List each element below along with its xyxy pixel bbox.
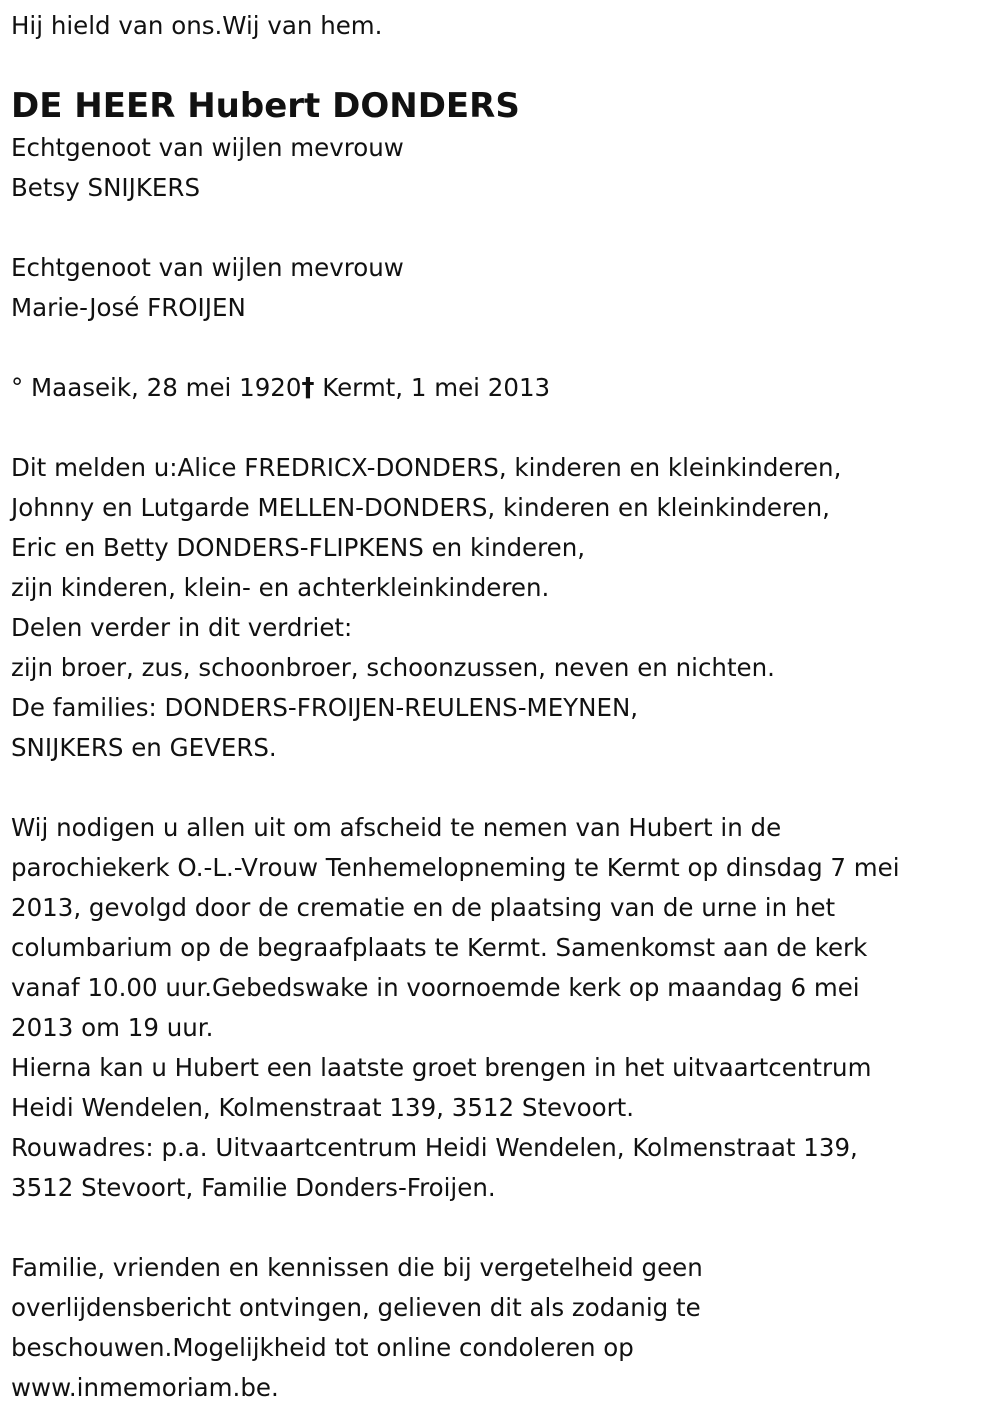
closing-line: Familie, vrienden en kennissen die bij vergetelheid geen bbox=[11, 1253, 703, 1282]
closing-line: www.inmemoriam.be. bbox=[11, 1373, 279, 1402]
spacer bbox=[11, 408, 996, 448]
announcement-line: SNIJKERS en GEVERS. bbox=[11, 733, 277, 762]
invitation-line: 2013, gevolgd door de crematie en de plaatsing van de urne in het bbox=[11, 893, 836, 922]
dates-line bbox=[11, 368, 996, 408]
invitation-line: vanaf 10.00 uur.Gebedswake in voornoemde kerk op maandag 6 mei bbox=[11, 973, 860, 1002]
spacer bbox=[11, 328, 996, 368]
announcement-line: De families: DONDERS-FROIJEN-REULENS-MEYNEN, bbox=[11, 693, 639, 722]
cross-icon: † bbox=[301, 373, 315, 403]
spacer bbox=[11, 208, 996, 248]
invitation-line: columbarium op de begraafplaats te Kermt. Samenkomst aan de kerk bbox=[11, 933, 868, 962]
deceased-name: DE HEER Hubert DONDERS bbox=[11, 86, 520, 126]
invitation-line: 2013 om 19 uur. bbox=[11, 1013, 214, 1042]
announcement-line: Eric en Betty DONDERS-FLIPKENS en kinderen, bbox=[11, 533, 586, 562]
spouse2-line2: Marie-José FROIJEN bbox=[11, 293, 246, 322]
spouse1-line1: Echtgenoot van wijlen mevrouw bbox=[11, 133, 404, 162]
announcement-line: Delen verder in dit verdriet: bbox=[11, 613, 353, 642]
invitation-line: Rouwadres: p.a. Uitvaartcentrum Heidi Wendelen, Kolmenstraat 139, bbox=[11, 1133, 858, 1162]
spacer bbox=[11, 768, 996, 808]
opening-line: Hij hield van ons.Wij van hem. bbox=[11, 11, 383, 40]
invitation-line: Heidi Wendelen, Kolmenstraat 139, 3512 Stevoort. bbox=[11, 1093, 635, 1122]
closing-line: overlijdensbericht ontvingen, gelieven dit als zodanig te bbox=[11, 1293, 701, 1322]
invitation-line: parochiekerk O.-L.-Vrouw Tenhemelopneming te Kermt op dinsdag 7 mei bbox=[11, 853, 900, 882]
spacer bbox=[11, 1208, 996, 1248]
invitation-line: Hierna kan u Hubert een laatste groet brengen in het uitvaartcentrum bbox=[11, 1053, 872, 1082]
announcement-line: zijn broer, zus, schoonbroer, schoonzussen, neven en nichten. bbox=[11, 653, 775, 682]
death-date: Kermt, 1 mei 2013 bbox=[314, 373, 551, 402]
invitation-line: 3512 Stevoort, Familie Donders-Froijen. bbox=[11, 1173, 496, 1202]
spouse2-line1: Echtgenoot van wijlen mevrouw bbox=[11, 253, 404, 282]
obituary-notice bbox=[11, 6, 996, 1408]
spouse1-line2: Betsy SNIJKERS bbox=[11, 173, 200, 202]
announcement-line: Dit melden u:Alice FREDRICX-DONDERS, kinderen en kleinkinderen, bbox=[11, 453, 842, 482]
announcement-line: Johnny en Lutgarde MELLEN-DONDERS, kinderen en kleinkinderen, bbox=[11, 493, 830, 522]
invitation-line: Wij nodigen u allen uit om afscheid te nemen van Hubert in de bbox=[11, 813, 782, 842]
closing-line: beschouwen.Mogelijkheid tot online condoleren op bbox=[11, 1333, 634, 1362]
birth-date: ° Maaseik, 28 mei 1920 bbox=[11, 373, 302, 402]
announcement-line: zijn kinderen, klein- en achterkleinkinderen. bbox=[11, 573, 550, 602]
